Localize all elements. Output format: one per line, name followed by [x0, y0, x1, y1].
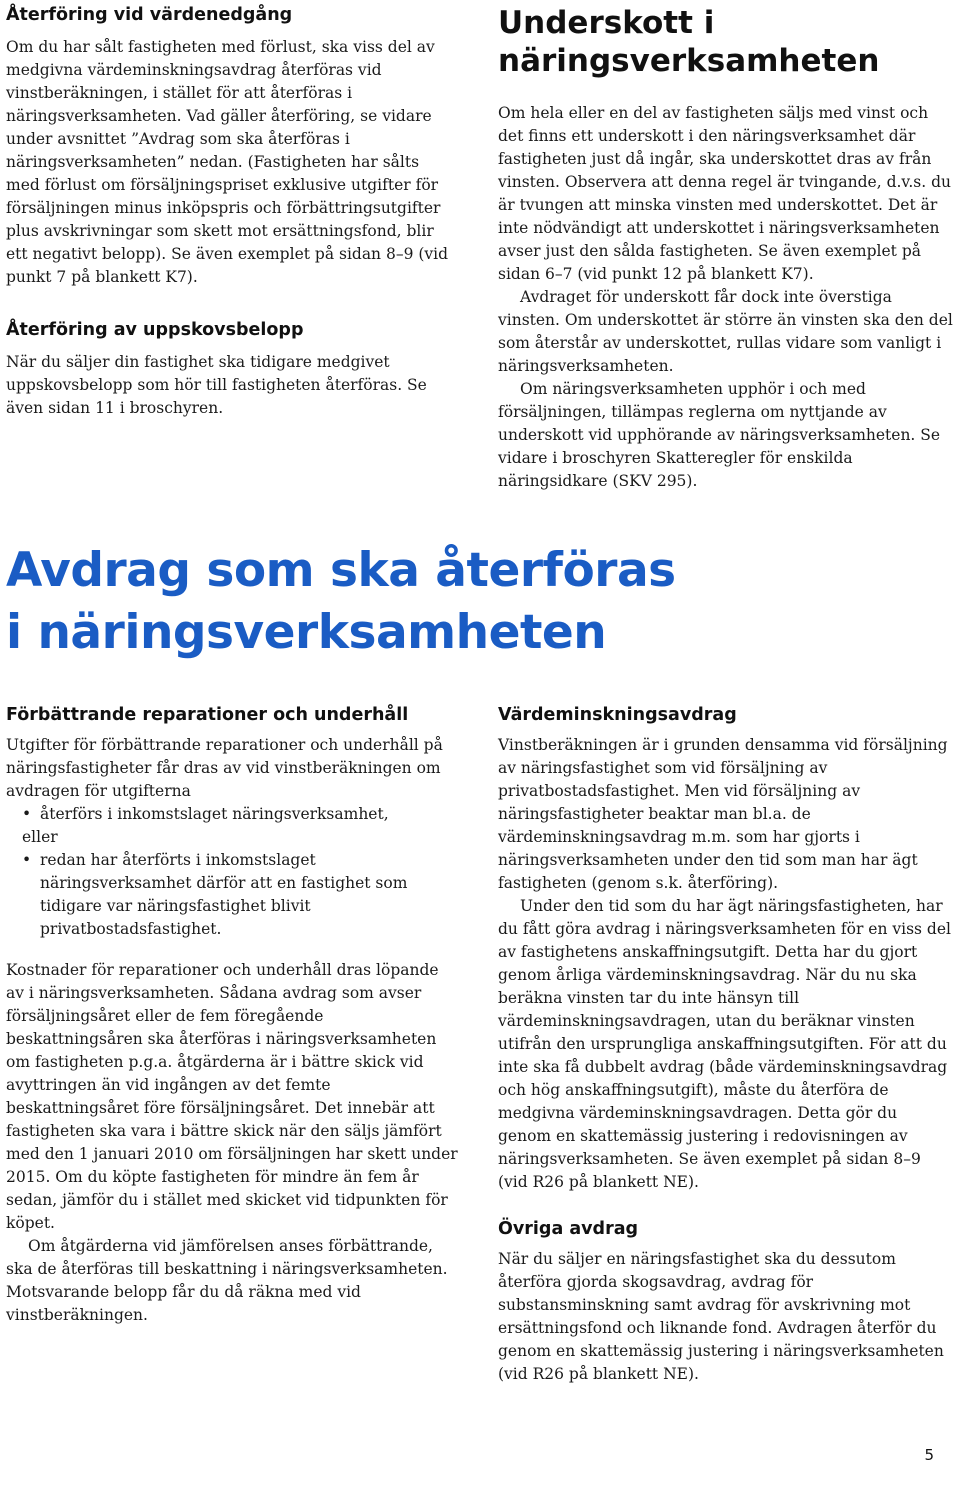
section-heading-forbattrande-reparationer: Förbättrande reparationer och underhåll	[6, 705, 409, 725]
main-heading-line-2: i näringsverksamheten	[6, 605, 607, 660]
top-right-column	[498, 4, 954, 493]
bullet-list	[6, 803, 458, 941]
paragraph-ovriga-avdrag: När du säljer en näringsfastighet ska du dessutom återföra gjorda skogsavdrag, avdrag för substansminskning samt avdrag för avskrivning mot ersättningsfond och liknande fond. Avdragen återför du genom en skattemässig justering i näringsverksamheten (vid R26 på blankett NE).	[498, 1250, 944, 1383]
section-heading-uppskovsbelopp: Återföring av uppskovsbelopp	[6, 320, 304, 340]
page-number: 5	[924, 1446, 934, 1464]
bullet-icon: •	[22, 805, 32, 823]
bullet-or-text	[6, 826, 458, 849]
section-heading-underskott: Underskott i näringsverksamheten	[498, 5, 880, 79]
section-heading-aterforing-vardenedgang: Återföring vid värdenedgång	[6, 5, 293, 25]
list-item	[6, 803, 458, 826]
paragraph-forbattrande-2: Kostnader för reparationer och underhåll dras löpande av i näringsverksamheten. Sådana avdrag som avser försäljningsåret eller de fem föregående beskattningsåren ska återföras i näringsverksamheten om fastigheten p.g.a. åtgärderna är i bättre skick vid avyttringen än vid ingången av det femte beskattningsåret före försäljningsåret. Det innebär att fastigheten ska vara i bättre skick när den säljs jämfört med den 1 januari 2010 om försäljningen har skett under 2015. Om du köpte fastigheten för mindre än fem år sedan, jämför du i stället med skicket vid tidpunkten för köpet.	[6, 961, 458, 1232]
bullet-text-1: återförs i inkomstslaget näringsverksamhet,	[40, 805, 389, 823]
or-label: eller	[22, 828, 58, 846]
bottom-right-column	[498, 704, 954, 1386]
paragraph-underskott-3: Om näringsverksamheten upphör i och med försäljningen, tillämpas reglerna om nyttjande av underskott vid upphörande av näringsverksamheten. Se vidare i broschyren Skatteregler för enskilda näringsidkare (SKV 295).	[498, 380, 941, 490]
paragraph-vardeminskning-2: Under den tid som du har ägt näringsfastigheten, har du fått göra avdrag i näringsverksamheten för en viss del av fastighetens anskaffningsutgift. Detta har du gjort genom årliga värdeminskningsavdrag. När du nu ska beräkna vinsten tar du inte hänsyn till värdeminskningsavdragen, utan du beräknar vinsten utifrån den ursprungliga anskaffningsutgiften. För att du inte ska få dubbelt avdrag (både värdeminskningsavdrag och hög anskaffningsutgift), måste du återföra de medgivna värdeminskningsavdragen. Detta gör du genom en skattemässig justering i redovisningen av näringsverksamheten. Se även exemplet på sidan 8–9 (vid R26 på blankett NE).	[498, 897, 951, 1191]
section-heading-vardeminskningsavdrag: Värdeminskningsavdrag	[498, 705, 737, 725]
paragraph-underskott-2: Avdraget för underskott får dock inte överstiga vinsten. Om underskottet är större än vinsten ska den del som återstår av underskottet, rullas vidare som vanligt i näringsverksamheten.	[498, 288, 953, 375]
bullet-text-2: redan har återförts i inkomstslaget näringsverksamhet därför att en fastighet som tidigare var näringsfastighet blivit privatbostadsfastighet.	[40, 851, 408, 938]
paragraph-underskott-1: Om hela eller en del av fastigheten säljs med vinst och det finns ett underskott i den näringsverksamhet där fastigheten just då ingår, ska underskottet dras av från vinsten. Observera att denna regel är tvingande, d.v.s. du är tvungen att minska vinsten med underskottet. Det är inte nödvändigt att underskottet i näringsverksamheten avser just den sålda fastigheten. Se även exemplet på sidan 6–7 (vid punkt 12 på blankett K7).	[498, 104, 951, 283]
paragraph-vardeminskning-1: Vinstberäkningen är i grunden densamma vid försäljning av näringsfastighet som vid försäljning av privatbostadsfastighet. Men vid försäljning av näringsfastigheter beaktar man bl.a. de värdeminskningsavdrag m.m. som har gjorts i näringsverksamheten under den tid som man har ägt fastigheten (genom s.k. återföring).	[498, 736, 948, 892]
list-item	[6, 849, 458, 941]
paragraph-uppskovsbelopp: När du säljer din fastighet ska tidigare medgivet uppskovsbelopp som hör till fastigheten återföras. Se även sidan 11 i broschyren.	[6, 353, 427, 417]
paragraph-forbattrande-3: Om åtgärderna vid jämförelsen anses förbättrande, ska de återföras till beskattning i näringsverksamheten. Motsvarande belopp får du då räkna med vid vinstberäkningen.	[6, 1237, 448, 1324]
main-heading	[6, 540, 676, 664]
top-left-column	[6, 4, 452, 420]
bullet-icon: •	[22, 851, 32, 869]
paragraph-aterforing-vardenedgang: Om du har sålt fastigheten med förlust, ska viss del av medgivna värdeminskningsavdrag återföras vid vinstberäkningen, i stället för att återföras i näringsverksamheten. Vad gäller återföring, se vidare under avsnittet ”Avdrag som ska återföras i näringsverksamheten” nedan. (Fastigheten har sålts med förlust om försäljningspriset exklusive utgifter för försäljningen minus inköpspris och förbättringsutgifter plus avskrivningar som skett mot ersättningsfond, blir ett negativt belopp). Se även exemplet på sidan 8–9 (vid punkt 7 på blankett K7).	[6, 38, 449, 286]
main-heading-line-1: Avdrag som ska återföras	[6, 543, 676, 598]
paragraph-forbattrande-intro: Utgifter för förbättrande reparationer och underhåll på näringsfastigheter får dras av vid vinstberäkningen om avdragen för utgifterna	[6, 736, 443, 800]
bottom-left-column	[6, 704, 458, 1327]
section-heading-ovriga-avdrag: Övriga avdrag	[498, 1219, 639, 1239]
